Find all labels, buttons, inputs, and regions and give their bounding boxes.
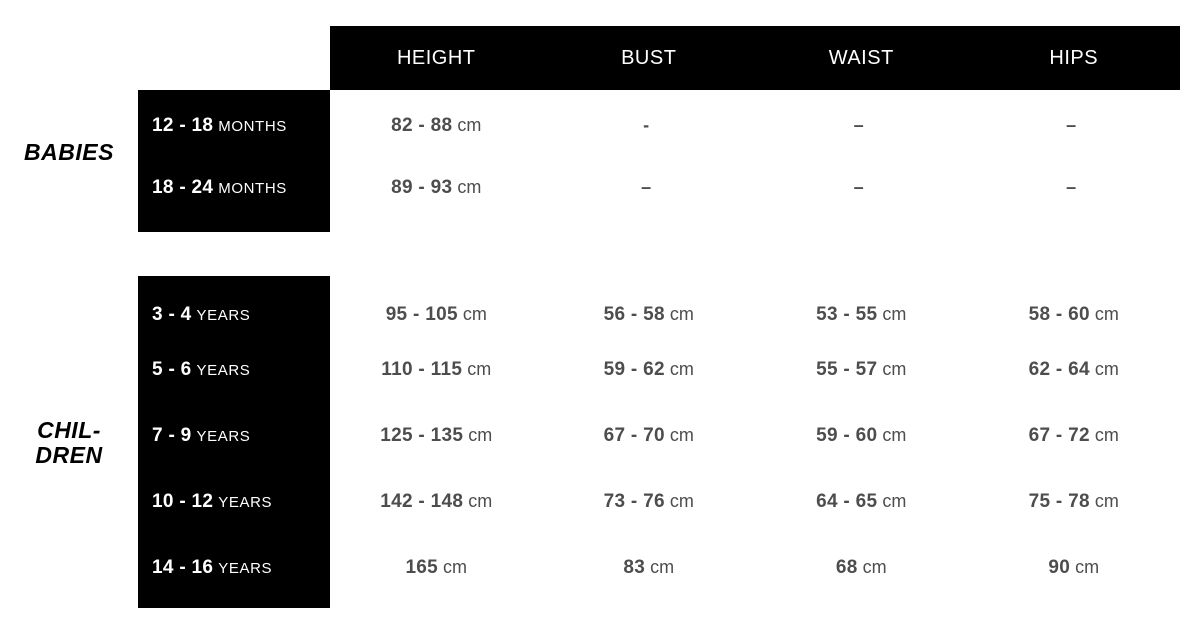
cell-hips: – (1066, 115, 1077, 135)
cell-height: 82 - 88 cm (391, 115, 482, 136)
row-values (330, 491, 1180, 513)
row-age-number: 10 - 12 (152, 491, 214, 512)
cell-bust: - (643, 115, 650, 135)
cell-waist: – (853, 115, 864, 135)
row-values (330, 304, 1180, 326)
row-values (330, 359, 1180, 381)
row-age-unit: YEARS (196, 307, 251, 324)
row-values (330, 115, 1180, 137)
cell-waist: 68 cm (835, 557, 887, 578)
row-values (330, 177, 1180, 199)
cell-height: 125 - 135 cm (380, 425, 493, 446)
row-age-label (138, 557, 330, 579)
table-row (138, 414, 1180, 458)
row-age-unit: YEARS (218, 560, 273, 577)
cell-hips: 62 - 64 cm (1028, 359, 1119, 380)
cell-bust: 83 cm (623, 557, 675, 578)
row-age-number: 5 - 6 (152, 359, 192, 380)
cell-bust: 73 - 76 cm (603, 491, 694, 512)
cell-bust: 59 - 62 cm (603, 359, 694, 380)
cell-waist: 55 - 57 cm (816, 359, 907, 380)
cell-height: 95 - 105 cm (385, 304, 487, 325)
cell-hips: 67 - 72 cm (1028, 425, 1119, 446)
cell-hips: – (1066, 177, 1077, 197)
cell-waist: 53 - 55 cm (816, 304, 907, 325)
cell-bust: – (641, 177, 652, 197)
table-row (138, 546, 1180, 590)
column-header-hips: HIPS (1049, 46, 1099, 69)
table-row (138, 348, 1180, 392)
row-age-label (138, 359, 330, 381)
row-age-unit: MONTHS (218, 118, 287, 135)
cell-height: 110 - 115 cm (381, 359, 492, 380)
column-header-waist: WAIST (828, 46, 894, 69)
row-age-unit: YEARS (196, 362, 251, 379)
row-age-label (138, 491, 330, 513)
row-age-number: 7 - 9 (152, 425, 192, 446)
group-title-babies: BABIES (24, 139, 114, 165)
cell-hips: 90 cm (1048, 557, 1100, 578)
row-age-number: 3 - 4 (152, 304, 192, 325)
cell-bust: 67 - 70 cm (603, 425, 694, 446)
table-row (138, 104, 1180, 148)
group-title-children-line2: DREN (35, 441, 103, 468)
row-age-number: 18 - 24 (152, 177, 214, 198)
group-title-children (0, 418, 138, 468)
column-header-bust: BUST (621, 46, 677, 69)
cell-waist: – (853, 177, 864, 197)
cell-hips: 58 - 60 cm (1028, 304, 1119, 325)
cell-height: 89 - 93 cm (391, 177, 482, 198)
table-row (138, 480, 1180, 524)
cell-waist: 59 - 60 cm (816, 425, 907, 446)
cell-waist: 64 - 65 cm (816, 491, 907, 512)
row-age-number: 14 - 16 (152, 557, 214, 578)
row-age-label (138, 177, 330, 199)
column-header-height: HEIGHT (396, 46, 476, 69)
cell-height: 165 cm (405, 557, 468, 578)
group-title-children-line1: CHIL- (37, 417, 101, 443)
row-age-label (138, 425, 330, 447)
table-row (138, 166, 1180, 210)
row-age-label (138, 304, 330, 326)
cell-bust: 56 - 58 cm (603, 304, 694, 325)
cell-hips: 75 - 78 cm (1028, 491, 1119, 512)
row-age-label (138, 115, 330, 137)
row-age-unit: MONTHS (218, 180, 287, 197)
row-values (330, 425, 1180, 447)
row-age-unit: YEARS (218, 494, 273, 511)
table-row (138, 293, 1180, 337)
row-age-number: 12 - 18 (152, 115, 214, 136)
row-age-unit: YEARS (196, 428, 251, 445)
row-values (330, 557, 1180, 579)
cell-height: 142 - 148 cm (380, 491, 493, 512)
table-header-row (330, 26, 1180, 90)
